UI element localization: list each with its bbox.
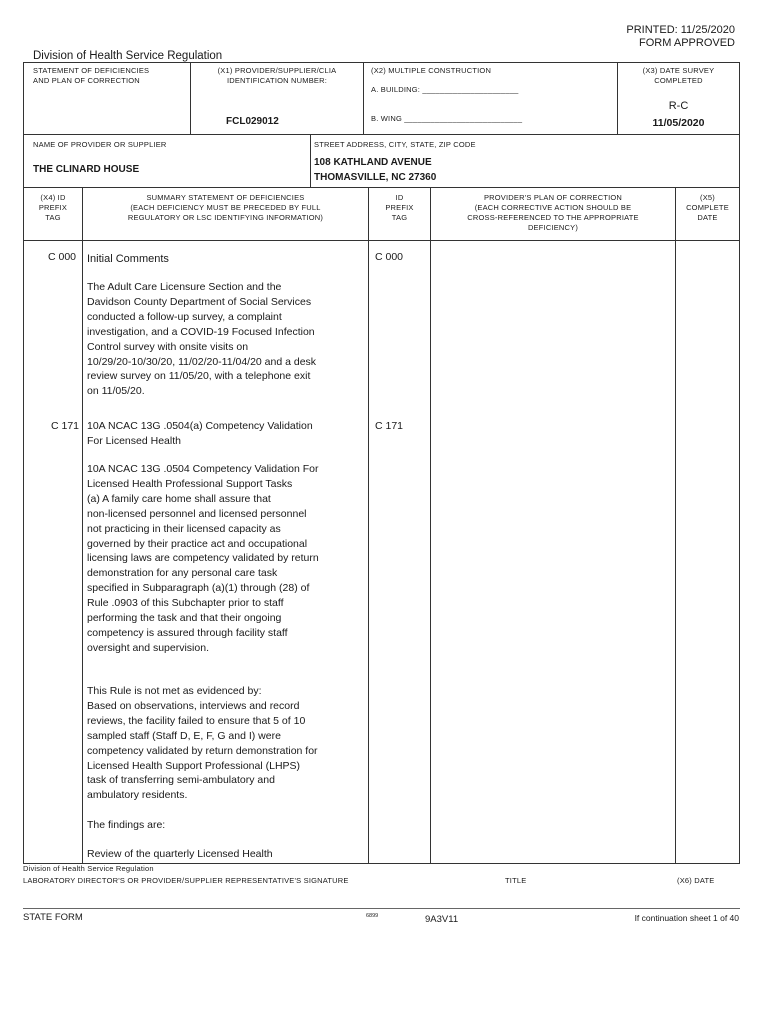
form-approved: FORM APPROVED bbox=[639, 37, 735, 49]
x1-label: (X1) PROVIDER/SUPPLIER/CLIA IDENTIFICATION NUMBER: bbox=[217, 66, 337, 85]
provider-name: THE CLINARD HOUSE bbox=[33, 164, 140, 175]
entry-paragraph: 10A NCAC 13G .0504 Competency Validation For Licensed Health Professional Support Tasks (a) A family care home shall assure that non-licensed personnel and licensed personnel not practicing in their licensed capacity as governed by their practice act and occupational licensing laws are competency validated by return demonstration for any personal care task specified in Subparagraph (a)(1) through (28) of Rule .0903 of this Subchapter prior to staff performing the task and that their ongoing competency is assured through facility staff oversight and supervision. bbox=[87, 463, 319, 654]
entry-id-tag: C 171 bbox=[375, 420, 404, 432]
x6-date-label: (X6) DATE bbox=[677, 876, 715, 885]
x3-date: 11/05/2020 bbox=[652, 117, 705, 129]
x5-column-header: (X5) COMPLETE DATE bbox=[686, 193, 729, 222]
entry-title: 10A NCAC 13G .0504(a) Competency Validation For Licensed Health bbox=[87, 420, 313, 447]
division-title: Division of Health Service Regulation bbox=[33, 50, 223, 62]
entry-paragraph: The findings are: bbox=[87, 819, 166, 831]
address-line2: THOMASVILLE, NC 27360 bbox=[314, 172, 437, 183]
x4-column-header: (X4) ID PREFIX TAG bbox=[38, 193, 68, 222]
statement-label: STATEMENT OF DEFICIENCIES AND PLAN OF CORRECTION bbox=[33, 66, 150, 85]
signature-label: LABORATORY DIRECTOR'S OR PROVIDER/SUPPLIER REPRESENTATIVE'S SIGNATURE bbox=[23, 876, 349, 885]
address-line1: 108 KATHLAND AVENUE bbox=[314, 157, 432, 168]
form-number: 6899 bbox=[366, 913, 379, 919]
state-form-label: STATE FORM bbox=[23, 912, 83, 923]
summary-column-header: SUMMARY STATEMENT OF DEFICIENCIES (EACH DEFICIENCY MUST BE PRECEDED BY FULL REGULATORY OR LSC IDENTIFYING INFORMATION) bbox=[127, 193, 324, 222]
id-column-header: ID PREFIX TAG bbox=[385, 193, 414, 222]
event-id: 9A3V11 bbox=[425, 914, 459, 925]
building-field: A. BUILDING: ______________________ bbox=[371, 85, 519, 94]
footer-rule bbox=[23, 908, 740, 909]
entry-tag: C 000 bbox=[48, 251, 77, 263]
entry-paragraph: Review of the quarterly Licensed Health bbox=[87, 848, 273, 860]
continuation-sheet: If continuation sheet 1 of 40 bbox=[634, 913, 739, 923]
entry-paragraph: This Rule is not met as evidenced by: Based on observations, interviews and record reviews, the facility failed to ensure that 5 of 10 sampled staff (Staff D, E, F, G and I) were competency validated by return demonstration for Licensed Health Support Professional (LHPS) task of transferring semi-ambulatory and ambulatory residents. bbox=[87, 685, 318, 802]
wing-field: B. WING ___________________________ bbox=[371, 114, 523, 123]
printed-date: PRINTED: 11/25/2020 bbox=[626, 24, 735, 36]
x1-identification-number: FCL029012 bbox=[226, 116, 279, 127]
entry-id-tag: C 000 bbox=[375, 251, 404, 263]
entry-tag: C 171 bbox=[51, 420, 80, 432]
title-label: TITLE bbox=[505, 876, 527, 885]
provider-name-label: NAME OF PROVIDER OR SUPPLIER bbox=[33, 140, 167, 149]
entry-title: Initial Comments bbox=[87, 253, 169, 265]
footer-division: Division of Health Service Regulation bbox=[23, 864, 154, 873]
x3-code: R-C bbox=[668, 100, 689, 112]
x2-label: (X2) MULTIPLE CONSTRUCTION bbox=[371, 66, 492, 75]
x3-label: (X3) DATE SURVEY COMPLETED bbox=[642, 66, 715, 85]
plan-column-header: PROVIDER'S PLAN OF CORRECTION (EACH CORRECTIVE ACTION SHOULD BE CROSS-REFERENCED TO THE APPROPRIATE DEFICIENCY) bbox=[467, 193, 639, 232]
entry-paragraph: The Adult Care Licensure Section and the Davidson County Department of Social Services conducted a follow-up survey, a complaint investigation, and a COVID-19 Focused Infection Control survey with onsite visits on 10/29/20-10/30/20, 11/02/20-11/04/20 and a desk review survey on 11/05/20, with a telephone exit on 11/05/20. bbox=[87, 281, 317, 398]
address-label: STREET ADDRESS, CITY, STATE, ZIP CODE bbox=[314, 140, 476, 149]
